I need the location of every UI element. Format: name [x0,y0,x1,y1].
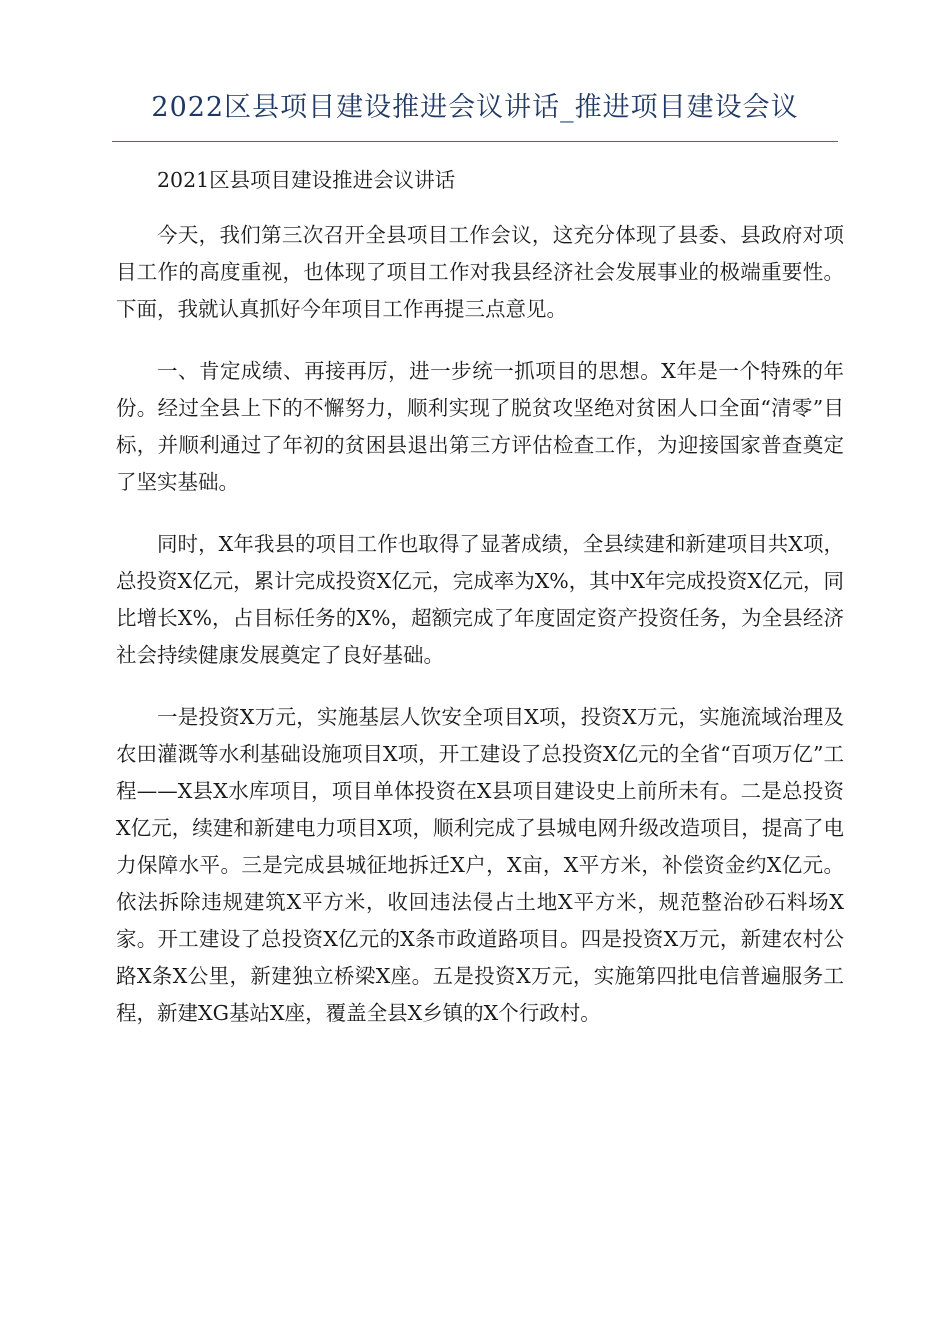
paragraph-achievements: 同时，X年我县的项目工作也取得了显著成绩，全县续建和新建项目共X项，总投资X亿元，累计完成投资X亿元，完成率为X%，其中X年完成投资X亿元，同比增长X%，占目标任务的X%，超额完成了年度固定资产投资任务，为全县经济社会持续健康发展奠定了良好基础。 [116,532,844,667]
title-divider [112,141,838,142]
document-title: 2022区县项目建设推进会议讲话_推进项目建设会议 [151,92,799,123]
paragraph-opening: 今天，我们第三次召开全县项目工作会议，这充分体现了县委、县政府对项目工作的高度重视，也体现了项目工作对我县经济社会发展事业的极端重要性。下面，我就认真抓好今年项目工作再提三点意见。 [116,223,844,321]
paragraph-section-one: 一、肯定成绩、再接再厉，进一步统一抓项目的思想。X年是一个特殊的年份。经过全县上下的不懈努力，顺利实现了脱贫攻坚绝对贫困人口全面“清零”目标，并顺利通过了年初的贫困县退出第三方评估检查工作，为迎接国家普查奠定了坚实基础。 [116,359,844,494]
document-subtitle: 2021区县项目建设推进会议讲话 [157,168,456,192]
paragraph-investment-details: 一是投资X万元，实施基层人饮安全项目X项，投资X万元，实施流域治理及农田灌溉等水利基础设施项目X项，开工建设了总投资X亿元的全省“百项万亿”工程——X县X水库项目，项目单体投资在X县项目建设史上前所未有。二是总投资X亿元，续建和新建电力项目X项，顺利完成了县城电网升级改造项目，提高了电力保障水平。三是完成县城征地拆迁X户，X亩，X平方米，补偿资金约X亿元。依法拆除违规建筑X平方米，收回违法侵占土地X平方米，规范整治砂石料场X家。开工建设了总投资X亿元的X条市政道路项目。四是投资X万元，新建农村公路X条X公里，新建独立桥梁X座。五是投资X万元，实施第四批电信普遍服务工程，新建XG基站X座，覆盖全县X乡镇的X个行政村。 [116,705,844,1025]
document-body [116,162,844,1057]
